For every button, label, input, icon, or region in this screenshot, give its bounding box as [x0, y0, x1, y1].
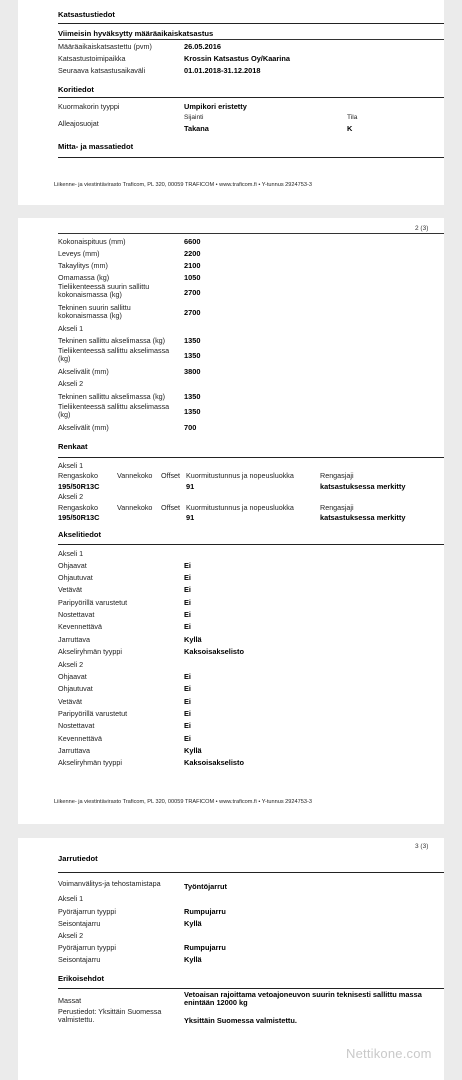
- measure-label: Akselivälit (mm): [58, 423, 109, 432]
- axle-property-value: Kyllä: [184, 746, 202, 755]
- axle-property-value: Ei: [184, 622, 191, 631]
- watermark-text: Nettikone.com: [346, 1046, 432, 1061]
- state-header: Tila: [347, 114, 358, 121]
- axle-property-label: Akseliryhmän tyyppi: [58, 647, 122, 656]
- next-inspection-value: 01.01.2018-31.12.2018: [184, 66, 261, 75]
- axle-property-value: Ei: [184, 697, 191, 706]
- measure-label: Tekninen sallittu akselimassa (kg): [58, 392, 166, 401]
- measure-label: Tekninen suurin sallittu kokonaismassa (kg): [58, 303, 131, 320]
- page-footer: Liikenne- ja viestintävirasto Traficom, PL 320, 00059 TRAFICOM • www.traficom.fi • Y-tunnus 2924753-3: [54, 799, 312, 805]
- state-value: K: [347, 124, 353, 133]
- divider: [58, 457, 444, 458]
- measure-value: 1050: [184, 273, 201, 282]
- brake-label: Pyöräjarrun tyyppi: [58, 943, 116, 952]
- tyre-supplier-header: Rengasjaji: [320, 471, 354, 480]
- tyre-axle-label: Akseli 1: [58, 461, 84, 470]
- axle-property-label: Ohjautuvat: [58, 684, 93, 693]
- section-title-axles: Akselitiedot: [58, 530, 102, 539]
- page-footer: Liikenne- ja viestintävirasto Traficom, PL 320, 00059 TRAFICOM • www.traficom.fi • Y-tunnus 2924753-3: [54, 182, 312, 188]
- axle-label: Akseli 2: [58, 931, 84, 940]
- divider: [58, 988, 444, 989]
- measure-value: 2200: [184, 249, 201, 258]
- measure-label: Leveys (mm): [58, 249, 100, 258]
- next-inspection-label: Seuraava katsastusaikaväli: [58, 66, 146, 75]
- measure-value: 1350: [184, 407, 201, 416]
- axle-property-label: Paripyörillä varustetut: [58, 709, 128, 718]
- measure-label: Kokonaispituus (mm): [58, 237, 126, 246]
- axle-property-value: Ei: [184, 585, 191, 594]
- tyre-rim-header: Vannekoko: [117, 471, 153, 480]
- masses-value: Vetoaisan rajoittama vetoajoneuvon suurin teknisesti sallittu massa enintään 12000 kg: [184, 990, 422, 1007]
- tyre-supplier-value: katsastuksessa merkitty: [320, 482, 406, 491]
- axle-property-label: Akseliryhmän tyyppi: [58, 758, 122, 767]
- axle-property-label: Jarruttava: [58, 746, 90, 755]
- measure-value: 1350: [184, 336, 201, 345]
- masses-label: Massat: [58, 996, 82, 1005]
- axle-label: Akseli 1: [58, 894, 84, 903]
- brake-value: Kyllä: [184, 919, 202, 928]
- brake-label: Voimanvälitys-ja tehostamistapa: [58, 879, 161, 888]
- axle-property-label: Kevennettävä: [58, 734, 102, 743]
- tyre-axle-label: Akseli 2: [58, 492, 84, 501]
- divider: [58, 97, 444, 98]
- axle-property-value: Ei: [184, 734, 191, 743]
- axle-property-label: Ohjautuvat: [58, 573, 93, 582]
- inspection-station-value: Krossin Katsastus Oy/Kaarina: [184, 54, 290, 63]
- axle-property-label: Vetävät: [58, 585, 82, 594]
- measure-value: 1350: [184, 392, 201, 401]
- divider: [58, 39, 444, 40]
- tyre-load-value: 91: [186, 482, 195, 491]
- measure-label: Omamassa (kg): [58, 273, 110, 282]
- divider: [58, 872, 444, 873]
- tyre-size-header: Rengaskoko: [58, 503, 98, 512]
- axle-property-label: Vetävät: [58, 697, 82, 706]
- axle-property-value: Ei: [184, 721, 191, 730]
- measure-label: Tieliikenteessä sallittu akselimassa (kg): [58, 346, 170, 363]
- tyre-offset-header: Offset: [161, 471, 181, 480]
- measure-value: 1350: [184, 351, 201, 360]
- inspection-station-label: Katsastustoimipaikka: [58, 54, 126, 63]
- brake-value: Työntöjarrut: [184, 882, 227, 891]
- tyre-size-value: 195/50R13C: [58, 482, 100, 491]
- brake-label: Seisontajarru: [58, 955, 101, 964]
- inspection-date-value: 26.05.2016: [184, 42, 221, 51]
- measure-value: 2700: [184, 308, 201, 317]
- section-title-special: Erikoisehdot: [58, 974, 104, 983]
- axle-label: Akseli 1: [58, 549, 84, 558]
- axle-property-value: Ei: [184, 598, 191, 607]
- tyre-size-value: 195/50R13C: [58, 513, 100, 522]
- tyre-supplier-header: Rengasjaji: [320, 503, 354, 512]
- tyre-supplier-value: katsastuksessa merkitty: [320, 513, 406, 522]
- tyre-size-header: Rengaskoko: [58, 471, 98, 480]
- inspection-heading: Viimeisin hyväksytty määräaikaiskatsastus: [58, 29, 214, 38]
- axle-property-value: Ei: [184, 709, 191, 718]
- axle-property-label: Jarruttava: [58, 635, 90, 644]
- body-type-value: Umpikori eristetty: [184, 102, 247, 111]
- axle-label: Akseli 2: [58, 379, 84, 388]
- tyre-load-header: Kuormitustunnus ja nopeusluokka: [186, 471, 294, 480]
- divider: [58, 23, 444, 24]
- divider: [58, 157, 444, 158]
- measure-label: Tieliikenteessä sallittu akselimassa (kg): [58, 402, 170, 419]
- axle-property-value: Ei: [184, 561, 191, 570]
- measure-value: 700: [184, 423, 197, 432]
- section-title-brakes: Jarrutiedot: [58, 854, 98, 863]
- axle-property-label: Nostettavat: [58, 610, 95, 619]
- axle-property-label: Ohjaavat: [58, 561, 87, 570]
- tyre-load-value: 91: [186, 513, 195, 522]
- basic-info-value: Yksittäin Suomessa valmistettu.: [184, 1016, 297, 1025]
- measure-label: Takaylitys (mm): [58, 261, 108, 270]
- document-page-2: [18, 218, 444, 824]
- document-page-3: [18, 838, 444, 1080]
- document-page-1: [18, 0, 444, 205]
- axle-property-label: Paripyörillä varustetut: [58, 598, 128, 607]
- brake-value: Rumpujarru: [184, 943, 226, 952]
- brake-label: Seisontajarru: [58, 919, 101, 928]
- tyre-rim-header: Vannekoko: [117, 503, 153, 512]
- brake-value: Kyllä: [184, 955, 202, 964]
- axle-label: Akseli 1: [58, 324, 84, 333]
- tyre-load-header: Kuormitustunnus ja nopeusluokka: [186, 503, 294, 512]
- divider: [58, 544, 444, 545]
- section-title-inspection: Katsastustiedot: [58, 10, 115, 19]
- inspection-date-label: Määräaikaiskatsastettu (pvm): [58, 42, 152, 51]
- page-number: 2 (3): [415, 225, 429, 232]
- underrun-label: Alleajosuojat: [58, 119, 99, 128]
- location-value: Takana: [184, 124, 209, 133]
- page-number: 3 (3): [415, 843, 429, 850]
- measure-value: 2100: [184, 261, 201, 270]
- brake-label: Pyöräjarrun tyyppi: [58, 907, 116, 916]
- measure-label: Tekninen sallittu akselimassa (kg): [58, 336, 166, 345]
- brake-value: Rumpujarru: [184, 907, 226, 916]
- measure-value: 3800: [184, 367, 201, 376]
- axle-property-label: Kevennettävä: [58, 622, 102, 631]
- measure-label: Tieliikenteessä suurin sallittu kokonaismassa (kg): [58, 282, 150, 299]
- basic-info-label: Perustiedot: Yksittäin Suomessa valmistettu.: [58, 1007, 162, 1024]
- axle-property-label: Ohjaavat: [58, 672, 87, 681]
- axle-property-value: Ei: [184, 610, 191, 619]
- measure-label: Akselivälit (mm): [58, 367, 109, 376]
- axle-property-value: Kaksoisakselisto: [184, 758, 244, 767]
- axle-label: Akseli 2: [58, 660, 84, 669]
- axle-property-value: Kyllä: [184, 635, 202, 644]
- measure-value: 2700: [184, 288, 201, 297]
- section-title-dimensions: Mitta- ja massatiedot: [58, 142, 134, 151]
- axle-property-value: Kaksoisakselisto: [184, 647, 244, 656]
- location-header: Sijainti: [184, 114, 204, 121]
- section-title-body: Koritiedot: [58, 85, 94, 94]
- divider: [58, 233, 444, 234]
- body-type-label: Kuormakorin tyyppi: [58, 102, 120, 111]
- axle-property-label: Nostettavat: [58, 721, 95, 730]
- tyre-offset-header: Offset: [161, 503, 181, 512]
- measure-value: 6600: [184, 237, 201, 246]
- section-title-tyres: Renkaat: [58, 442, 88, 451]
- axle-property-value: Ei: [184, 684, 191, 693]
- axle-property-value: Ei: [184, 573, 191, 582]
- axle-property-value: Ei: [184, 672, 191, 681]
